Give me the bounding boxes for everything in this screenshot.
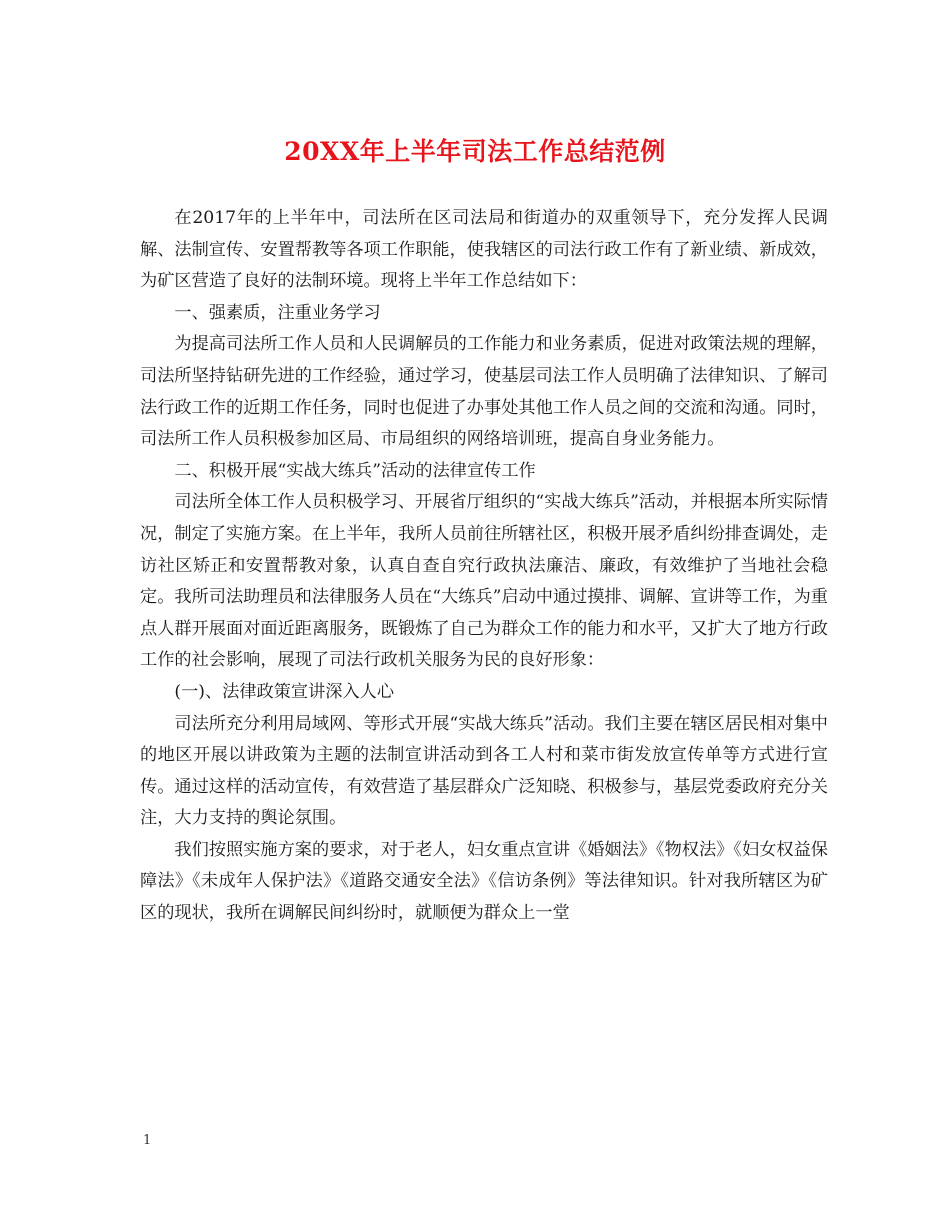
section-heading-2: 二、积极开展“实战大练兵”活动的法律宣传工作: [174, 460, 536, 481]
page-number: 1: [143, 1133, 152, 1148]
paragraph-intro: 在2017年的上半年中，司法所在区司法局和街道办的双重领导下，充分发挥人民调解、法制宣传、安置帮教等各项工作职能，使我辖区的司法行政工作有了新业绩、新成效，为矿区营造了良好的法制环境。现将上半年工作总结如下：: [140, 208, 828, 292]
document-title: 20XX年上半年司法工作总结范例: [284, 137, 666, 166]
paragraph-campaign: 司法所全体工作人员积极学习、开展省厅组织的“实战大练兵”活动，并根据本所实际情况，制定了实施方案。在上半年，我所人员前往所辖社区，积极开展矛盾纠纷排查调处，走访社区矫正和安置帮教对象，认真自查自究行政执法廉洁、廉政，有效维护了当地社会稳定。我所司法助理员和法律服务人员在“大练兵”启动中通过摸排、调解、宣讲等工作，为重点人群开展面对面近距离服务，既锻炼了自己为群众工作的能力和水平，又扩大了地方行政工作的社会影响，展现了司法行政机关服务为民的良好形象：: [140, 492, 828, 671]
paragraph-study: 为提高司法所工作人员和人民调解员的工作能力和业务素质，促进对政策法规的理解，司法所坚持钻研先进的工作经验，通过学习，使基层司法工作人员明确了法律知识、了解司法行政工作的近期工作任务，同时也促进了办事处其他工作人员之间的交流和沟通。同时，司法所工作人员积极参加区局、市局组织的网络培训班，提高自身业务能力。: [140, 334, 828, 450]
section-heading-1: 一、强素质，注重业务学习: [174, 302, 381, 323]
subsection-heading-1: (一)、法律政策宣讲深入人心: [174, 681, 395, 702]
paragraph-laws: 我们按照实施方案的要求，对于老人，妇女重点宣讲《婚姻法》《物权法》《妇女权益保障法》《未成年人保护法》《道路交通安全法》《信访条例》等法律知识。针对我所辖区为矿区的现状，我所在调解民间纠纷时，就顺便为群众上一堂: [140, 839, 828, 924]
paragraph-publicity: 司法所充分利用局域网、等形式开展“实战大练兵”活动。我们主要在辖区居民相对集中的地区开展以讲政策为主题的法制宣讲活动到各工人村和菜市街发放宣传单等方式进行宣传。通过这样的活动宣传，有效营造了基层群众广泛知晓、积极参与，基层党委政府充分关注，大力支持的舆论氛围。: [140, 713, 828, 829]
document-body: [140, 203, 828, 930]
